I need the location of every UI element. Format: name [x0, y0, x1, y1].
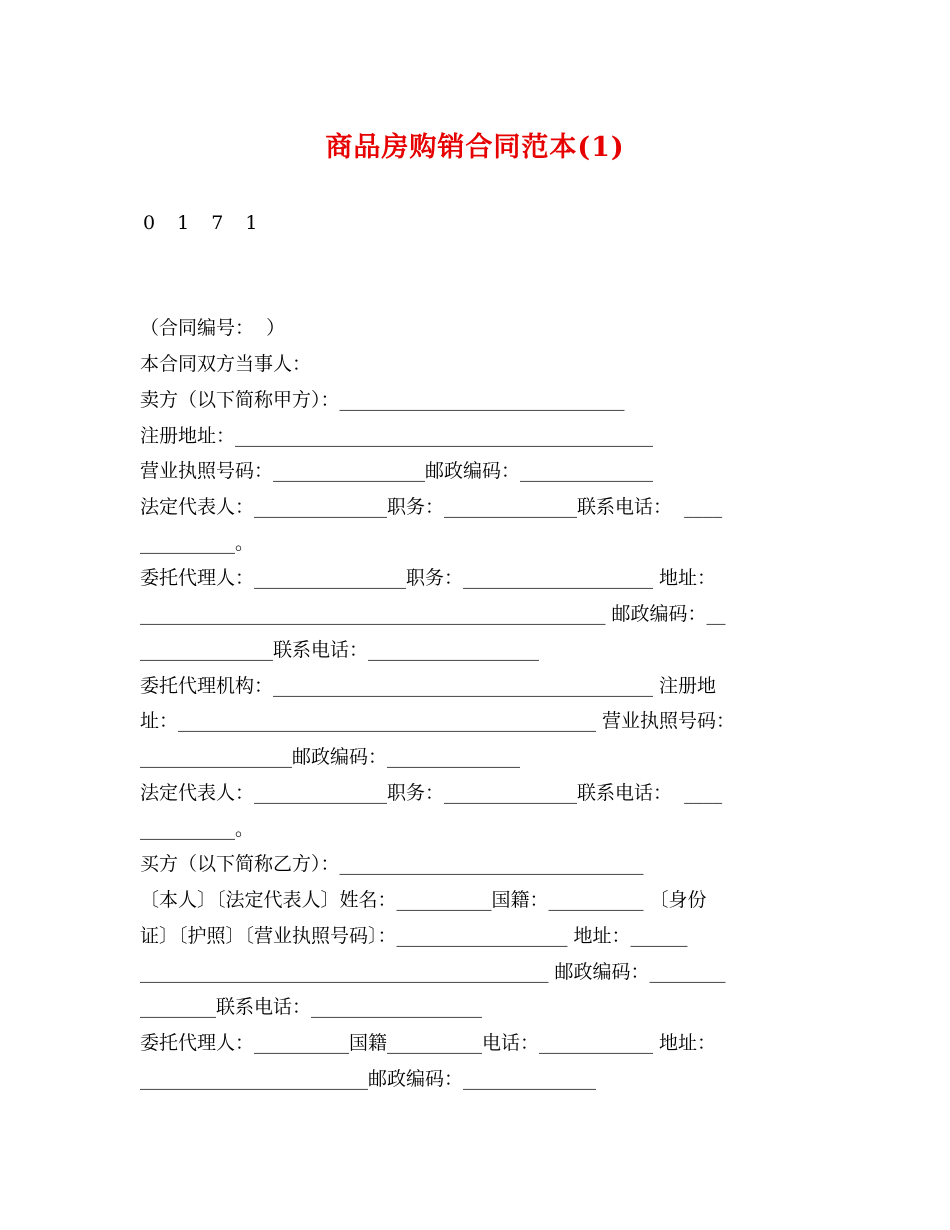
buyer-phone-line: ________联系电话：__________________: [140, 996, 483, 1018]
legal-rep-line: 法定代表人：______________职务：______________联系电话： ____: [140, 496, 723, 518]
contract-number-line: （合同编号： ）: [140, 317, 286, 339]
agency-line: 委托代理机构：________________________________________ 注册地: [140, 675, 717, 697]
document-code: 0 1 7 1: [143, 212, 266, 234]
registered-address-line: 注册地址：____________________________________________: [140, 425, 654, 447]
seller-line: 卖方（以下简称甲方）：______________________________: [140, 389, 625, 411]
agent-address-line: _________________________________________________ 邮政编码：__: [140, 603, 726, 625]
buyer-line: 买方（以下简称乙方）：________________________________: [140, 853, 644, 875]
buyer-id-docs-line: 证〕〔护照〕〔营业执照号码〕：__________________ 地址：______: [140, 925, 688, 947]
legal-rep-line-cont: __________。: [140, 532, 255, 554]
agency-legal-rep-line: 法定代表人：______________职务：______________联系电话： ____: [140, 782, 723, 804]
agent-phone-line: ______________联系电话：__________________: [140, 639, 540, 661]
parties-heading: 本合同双方当事人：: [140, 353, 312, 375]
agency-legal-rep-line-cont: __________。: [140, 818, 255, 840]
buyer-identity-line: 〔本人〕〔法定代表人〕姓名：__________国籍：__________ 〔身份: [140, 889, 707, 911]
business-license-line: 营业执照号码：________________邮政编码：______________: [140, 460, 654, 482]
agent-line: 委托代理人：________________职务：____________________ 地址：: [140, 567, 717, 589]
agency-address-line: 址：____________________________________________ 营业执照号码：: [140, 710, 736, 732]
buyer-agent-line: 委托代理人：__________国籍__________电话：____________ 地址：: [140, 1032, 717, 1054]
buyer-address-line: ___________________________________________ 邮政编码：________: [140, 961, 726, 983]
buyer-agent-postcode-line: ________________________邮政编码：______________: [140, 1068, 597, 1090]
agency-postcode-line: ________________邮政编码：______________: [140, 746, 521, 768]
document-title: 商品房购销合同范本(1): [325, 132, 625, 163]
